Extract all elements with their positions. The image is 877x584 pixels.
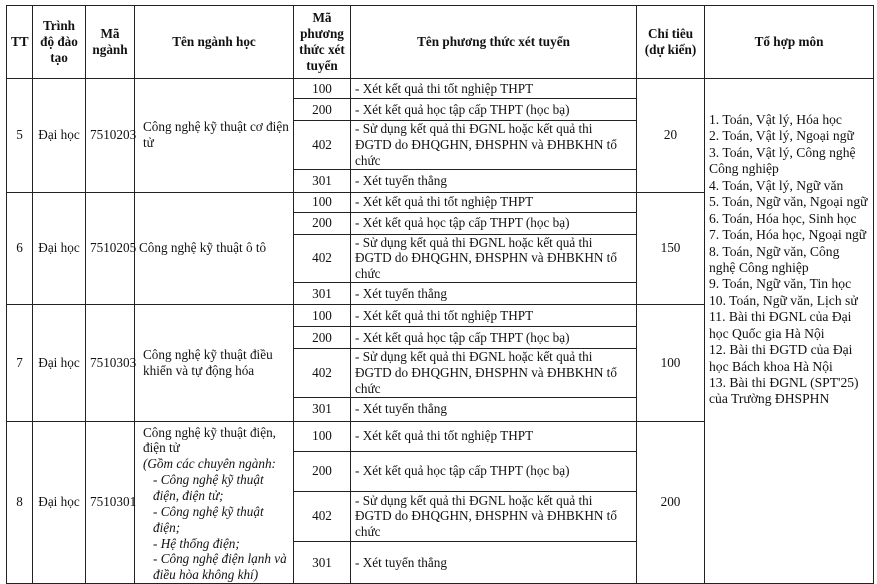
cell-method-code: 402 [294, 121, 351, 170]
header-quota: Chỉ tiêu (dự kiến) [637, 6, 705, 79]
cell-method-code: 200 [294, 212, 351, 234]
cell-level: Đại học [33, 79, 86, 193]
cell-major: Công nghệ kỹ thuật điện, điện tử [143, 424, 276, 456]
cell-method-name: - Xét tuyển thẳng [351, 169, 637, 192]
combo-item: 9. Toán, Ngữ văn, Tin học [709, 276, 852, 292]
specialization-item: - Hệ thống điện; [153, 535, 240, 551]
specialization-intro: (Gồm các chuyên ngành: [143, 456, 276, 472]
cell-tt: 6 [7, 192, 33, 305]
header-method-code: Mã phương thức xét tuyển [294, 6, 351, 79]
cell-method-code: 100 [294, 192, 351, 212]
cell-method-name: - Xét kết quả thi tốt nghiệp THPT [351, 421, 637, 451]
cell-method-name: - Sử dụng kết quả thi ĐGNL hoặc kết quả thi ĐGTD do ĐHQGHN, ĐHSPHN và ĐHBKHN tổ chức [351, 349, 637, 398]
combo-item: 8. Toán, Ngữ văn, Công nghệ Công nghiệp [709, 243, 840, 275]
combo-item: 11. Bài thi ĐGNL của Đại học Quốc gia Hà Nội [709, 309, 852, 341]
combo-item: 10. Toán, Ngữ văn, Lịch sử [709, 292, 858, 308]
cell-method-code: 301 [294, 397, 351, 421]
cell-quota: 200 [637, 421, 705, 583]
cell-method-name: - Xét tuyển thẳng [351, 283, 637, 305]
cell-method-code: 402 [294, 234, 351, 283]
combo-item: 13. Bài thi ĐGNL (SPT'25) của Trường ĐHSPHN [709, 375, 859, 407]
combos-cell [705, 79, 874, 584]
combo-item: 7. Toán, Hóa học, Ngoại ngữ [709, 227, 867, 243]
header-major: Tên ngành học [135, 6, 294, 79]
cell-quota: 100 [637, 305, 705, 422]
cell-method-name: - Sử dụng kết quả thi ĐGNL hoặc kết quả thi ĐGTD do ĐHQGHN, ĐHSPHN và ĐHBKHN tổ chức [351, 121, 637, 170]
cell-tt: 7 [7, 305, 33, 422]
cell-level: Đại học [33, 421, 86, 583]
cell-method-name: - Xét kết quả học tập cấp THPT (học bạ) [351, 99, 637, 121]
cell-method-name: - Xét kết quả thi tốt nghiệp THPT [351, 192, 637, 212]
cell-level: Đại học [33, 305, 86, 422]
cell-method-name: - Xét tuyển thẳng [351, 397, 637, 421]
header-code: Mã ngành [86, 6, 135, 79]
cell-method-code: 402 [294, 491, 351, 542]
cell-method-code: 301 [294, 542, 351, 584]
cell-method-name: - Xét kết quả thi tốt nghiệp THPT [351, 305, 637, 327]
admission-table [6, 5, 874, 584]
cell-method-name: - Xét kết quả học tập cấp THPT (học bạ) [351, 451, 637, 491]
cell-method-code: 200 [294, 99, 351, 121]
cell-method-name: - Xét kết quả thi tốt nghiệp THPT [351, 79, 637, 99]
cell-tt: 8 [7, 421, 33, 583]
cell-code: 7510303 [86, 305, 135, 422]
cell-method-code: 200 [294, 327, 351, 349]
specialization-item: - Công nghệ điện lạnh và điều hòa không khí) [153, 551, 287, 583]
cell-method-code: 301 [294, 283, 351, 305]
combo-item: 12. Bài thi ĐGTD của Đại học Bách khoa Hà Nội [709, 342, 853, 374]
header-method-name: Tên phương thức xét tuyển [351, 6, 637, 79]
combo-item: 4. Toán, Vật lý, Ngữ văn [709, 177, 844, 193]
cell-quota: 20 [637, 79, 705, 193]
cell-tt: 5 [7, 79, 33, 193]
cell-code: 7510205 [86, 192, 135, 305]
cell-method-name: - Xét tuyển thẳng [351, 542, 637, 584]
cell-code: 7510203 [86, 79, 135, 193]
cell-method-code: 301 [294, 169, 351, 192]
combo-item: 5. Toán, Ngữ văn, Ngoại ngữ [709, 194, 868, 210]
header-combos: Tổ hợp môn [705, 6, 874, 79]
combo-item: 1. Toán, Vật lý, Hóa học [709, 112, 842, 127]
cell-method-name: - Xét kết quả học tập cấp THPT (học bạ) [351, 327, 637, 349]
cell-code: 7510301 [86, 421, 135, 583]
combo-item: 6. Toán, Hóa học, Sinh học [709, 210, 857, 226]
header-row [7, 6, 874, 79]
combo-item: 2. Toán, Vật lý, Ngoại ngữ [709, 128, 854, 144]
cell-method-code: 200 [294, 451, 351, 491]
cell-method-name: - Sử dụng kết quả thi ĐGNL hoặc kết quả thi ĐGTD do ĐHQGHN, ĐHSPHN và ĐHBKHN tổ chức [351, 234, 637, 283]
specialization-item: - Công nghệ kỹ thuật điện, điện tử; [153, 472, 264, 503]
cell-method-name: - Xét kết quả học tập cấp THPT (học bạ) [351, 212, 637, 234]
header-level: Trình độ đào tạo [33, 6, 86, 79]
cell-major: Công nghệ kỹ thuật ô tô [135, 192, 294, 305]
cell-quota: 150 [637, 192, 705, 305]
cell-method-code: 100 [294, 79, 351, 99]
cell-method-code: 402 [294, 349, 351, 398]
cell-level: Đại học [33, 192, 86, 305]
cell-method-code: 100 [294, 305, 351, 327]
cell-method-name: - Sử dụng kết quả thi ĐGNL hoặc kết quả thi ĐGTD do ĐHQGHN, ĐHSPHN và ĐHBKHN tổ chức [351, 491, 637, 542]
specialization-item: - Công nghệ kỹ thuật điện; [153, 503, 264, 535]
combo-item: 3. Toán, Vật lý, Công nghệ Công nghiệp [709, 144, 856, 177]
header-tt: TT [7, 6, 33, 79]
cell-major-detail [135, 421, 294, 583]
cell-major: Công nghệ kỹ thuật điều khiển và tự động hóa [135, 305, 294, 422]
cell-method-code: 100 [294, 421, 351, 451]
cell-major: Công nghệ kỹ thuật cơ điện tử [135, 79, 294, 193]
table-row [7, 79, 874, 99]
